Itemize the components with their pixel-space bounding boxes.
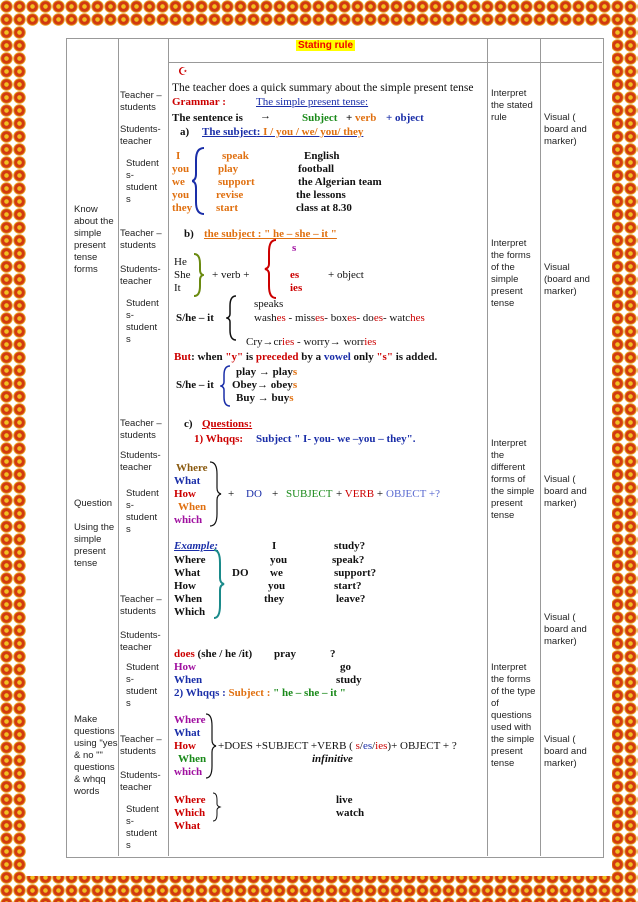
objective-know: Know about the simple present tense forms (74, 204, 114, 275)
formula-verb: verb (355, 112, 377, 124)
section-c-label: c) (184, 418, 193, 430)
but-rule: But: when "y" is preceded by a vowel only "s" is added. (174, 351, 438, 363)
intro-text: The teacher does a quick summary about the simple present tense (172, 82, 474, 94)
she-it-label: S/he – it (176, 312, 214, 324)
example-subject: we (270, 567, 283, 579)
col-divider (487, 38, 488, 856)
example-verb: leave? (336, 593, 366, 605)
section-a-label: a) (180, 126, 190, 138)
q1-label: 1) Whqqs: (194, 433, 244, 445)
example-speaks: speaks (254, 298, 284, 310)
interpret-rule: Interpret the stated rule (491, 88, 533, 123)
do-formula-subject: SUBJECT (286, 488, 333, 500)
example-do: DO (232, 567, 249, 579)
wh-word: which (174, 766, 203, 778)
vowel-example: play → plays (236, 366, 298, 378)
infinitive-label: infinitive (312, 753, 353, 765)
visual-aid: Visual ( board and marker) (544, 734, 587, 769)
object-word: + object (328, 269, 364, 281)
grammar-topic: The simple present tense: (256, 96, 369, 108)
section-b-label: b) (184, 228, 194, 240)
pronoun-he: He (174, 256, 187, 268)
role-students-teacher: Students-teacher (120, 450, 161, 473)
pronoun: you (172, 189, 190, 201)
brace-icon (208, 460, 222, 528)
brace-icon (192, 146, 206, 216)
do-formula-verb: + VERB + (336, 488, 384, 500)
formula-object: + object (386, 112, 424, 124)
do-formula-object: OBJECT +? (386, 488, 440, 500)
section-a-text: The subject: I / you / we/ you/ they (202, 126, 364, 138)
do-formula-plus: + (228, 488, 235, 500)
example-wh: Which (174, 606, 206, 618)
do-formula-plus: + (272, 488, 279, 500)
role-student-student: Student s-student s (126, 804, 159, 851)
example-watch: watch (336, 807, 365, 819)
wh-word: When (178, 501, 207, 513)
role-students-teacher: Students-teacher (120, 124, 161, 147)
example-label: Example: (174, 540, 218, 552)
ending-s: s (292, 242, 297, 254)
visual-aid: Visual ( board and marker) (544, 112, 587, 147)
example-wh: When (174, 593, 203, 605)
es-examples: washes - misses- boxes- does- watches (254, 312, 425, 324)
brace-icon (226, 294, 238, 342)
verb-formula: + verb + (212, 269, 250, 281)
example-subject: you (270, 554, 288, 566)
wh-word: Where (174, 714, 206, 726)
role-teacher: Teacher – students (120, 90, 162, 113)
example-verb: speak? (332, 554, 365, 566)
role-students-teacher: Students-teacher (120, 264, 161, 287)
role-teacher: Teacher – students (120, 418, 162, 441)
visual-aid: Visual (board and marker) (544, 262, 590, 297)
wh-word: Which (174, 807, 206, 819)
pronoun: I (176, 150, 181, 162)
wh-word: When (178, 753, 207, 765)
role-students-teacher: Students-teacher (120, 630, 161, 653)
brace-icon (212, 792, 222, 822)
role-students-teacher: Students-teacher (120, 770, 161, 793)
brace-icon (212, 548, 226, 620)
wh-word: which (174, 514, 203, 526)
visual-aid: Visual ( board and marker) (544, 474, 587, 509)
example-when: When (174, 674, 203, 686)
example-subject: you (268, 580, 286, 592)
visual-aid: Visual ( board and marker) (544, 612, 587, 647)
pronoun: you (172, 163, 190, 175)
interpret-type: Interpret the forms of the type of questions used with the simple present tense (491, 662, 536, 769)
object: the lessons (296, 189, 346, 201)
example-subject: I (272, 540, 277, 552)
formula-subject: Subject (302, 112, 338, 124)
pronoun: they (172, 202, 193, 214)
sentence-label: The sentence is (172, 112, 243, 124)
example-how: How (174, 661, 196, 673)
object: class at 8.30 (296, 202, 352, 214)
role-teacher: Teacher – students (120, 228, 162, 251)
wh-word: What (174, 820, 201, 832)
brace-icon (264, 238, 278, 300)
do-formula-do: DO (246, 488, 262, 500)
example-live: live (336, 794, 353, 806)
brace-icon (220, 364, 232, 408)
ending-ies: ies (290, 282, 303, 294)
role-student-student: Student s-student s (126, 662, 159, 709)
objective-using: Using the simple present tense (74, 522, 115, 569)
wh-word: How (174, 488, 196, 500)
verb: speak (222, 150, 249, 162)
page-title: Stating rule (298, 40, 354, 51)
interpret-forms: Interpret the forms of the simple present tense (491, 238, 531, 309)
example-qmark: ? (330, 648, 336, 660)
example-verb: support? (334, 567, 377, 579)
vowel-example: Obey→ obeys (232, 379, 298, 391)
role-student-student: Student s-student s (126, 488, 159, 535)
star-mark: ☪ (178, 66, 188, 78)
brace-icon (204, 712, 218, 780)
questions-label: Questions: (202, 418, 253, 430)
role-teacher: Teacher – students (120, 734, 162, 757)
verb: support (218, 176, 255, 188)
does-line: does (she / he /it) (174, 648, 253, 660)
arrow-icon: → (260, 110, 271, 122)
she-it-label: S/he – it (176, 379, 214, 391)
q1-subject: Subject " I- you- we –you – they". (256, 433, 416, 445)
brace-icon (192, 252, 204, 298)
example-study: study (336, 674, 362, 686)
does-formula: +DOES +SUBJECT +VERB ( s/es/ies)+ OBJECT + ? (218, 740, 457, 752)
pronoun-it: It (174, 282, 181, 294)
example-verb: start? (334, 580, 362, 592)
wh-word: Where (176, 462, 208, 474)
interpret-questions: Interpret the different forms of the simple present tense (491, 438, 535, 521)
role-teacher: Teacher – students (120, 594, 162, 617)
example-pray: pray (274, 648, 296, 660)
example-wh: How (174, 580, 196, 592)
col-divider (540, 38, 541, 856)
pronoun-she: She (174, 269, 191, 281)
row-divider (168, 62, 602, 63)
wh-word: Where (174, 794, 206, 806)
example-wh: Where (174, 554, 206, 566)
ies-examples: Cry→cries - worry→ worries (246, 336, 377, 348)
ending-es: es (290, 269, 300, 281)
role-student-student: Student s-student s (126, 158, 159, 205)
vowel-example: Buy → buys (236, 392, 294, 404)
wh-word: How (174, 740, 196, 752)
wh-word: What (174, 727, 201, 739)
example-subject: they (264, 593, 285, 605)
object: football (298, 163, 335, 175)
objective-question: Question (74, 498, 113, 509)
verb: revise (216, 189, 244, 201)
grammar-label: Grammar : (172, 96, 226, 108)
verb: start (216, 202, 238, 214)
role-student-student: Student s-student s (126, 298, 159, 345)
col-divider (118, 38, 119, 856)
example-verb: study? (334, 540, 366, 552)
pronoun: we (172, 176, 185, 188)
example-wh: What (174, 567, 201, 579)
objective-make-questions: Make questions using "yes & no "" questions & whqq words (74, 714, 118, 797)
q2-line: 2) Whqqs : Subject : " he – she – it " (174, 687, 346, 699)
example-go: go (340, 661, 351, 673)
object: English (304, 150, 340, 162)
section-b-text: the subject : " he – she – it " (204, 228, 337, 240)
object: the Algerian team (298, 176, 382, 188)
wh-word: What (174, 475, 201, 487)
col-divider (168, 38, 169, 856)
verb: play (218, 163, 239, 175)
